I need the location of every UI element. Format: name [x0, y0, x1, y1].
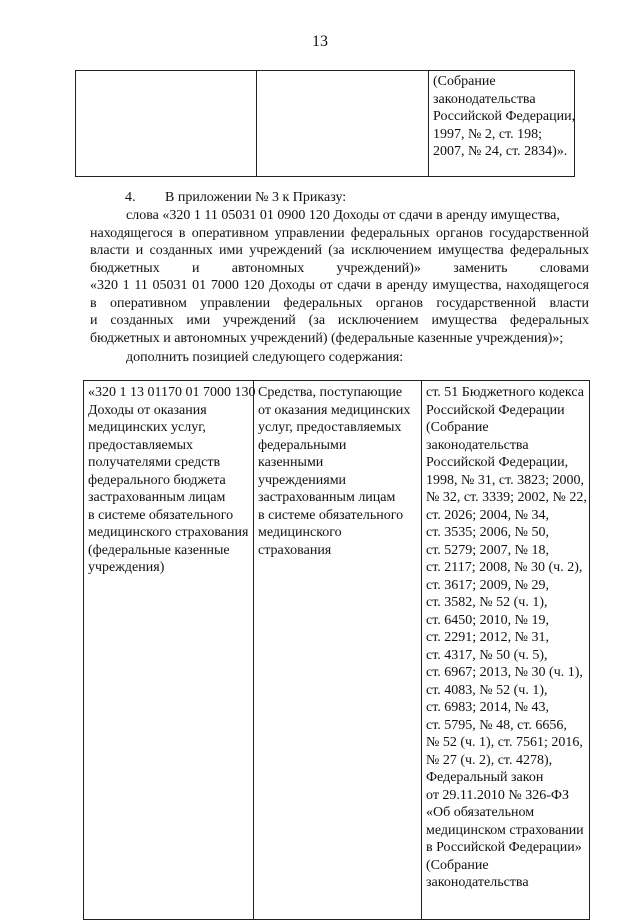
cell-line: № 52 (ч. 1), ст. 7561; 2016, [426, 735, 583, 750]
cell-line: 1997, № 2, ст. 198; [433, 126, 543, 142]
cell-line: законодательства [433, 91, 536, 107]
cell-line: ст. 2291; 2012, № 31, [426, 630, 550, 645]
cell-line: медицинского [258, 525, 342, 540]
table-cell-col3 [429, 71, 575, 177]
cell-line: предоставляемых [88, 437, 194, 453]
cell-line: ст. 6450; 2010, № 19, [426, 612, 550, 628]
item-4-heading: В приложении № 3 к Приказу: [165, 190, 347, 205]
cell-line: ст. 3617; 2009, № 29, [426, 577, 550, 593]
body-line: «320 1 11 05031 01 7000 120 Доходы от сдачи в аренду имущества, находящегося [90, 278, 589, 293]
body-line: бюджетных и автономных учреждений) (федеральные казенные учреждения)»; [90, 330, 564, 346]
cell-line: «320 1 13 01170 01 7000 130 [88, 385, 256, 400]
cell-line: медицинском страховании [426, 822, 584, 838]
page-number: 13 [312, 33, 328, 50]
cell-line: 2007, № 24, ст. 2834)». [433, 144, 568, 159]
cell-line: федерального бюджета [88, 472, 226, 488]
cell-line: ст. 6967; 2013, № 30 (ч. 1), [426, 665, 583, 680]
cell-line: Российской Федерации, [426, 455, 569, 470]
body-line: слова «320 1 11 05031 01 0900 120 Доходы от сдачи в аренду имущества, [126, 208, 560, 223]
item-4-number: 4. [125, 190, 136, 205]
cell-line: Российской Федерации, [433, 109, 576, 124]
cell-line: медицинских услуг, [88, 420, 206, 435]
supplement-text: дополнить позицией следующего содержания: [126, 350, 404, 365]
cell-line: ст. 5279; 2007, № 18, [426, 542, 550, 558]
cell-line: ст. 4083, № 52 (ч. 1), [426, 682, 548, 698]
cell-line: ст. 2026; 2004, № 34, [426, 507, 550, 523]
cell-line: в системе обязательного [258, 507, 404, 523]
table-cell-col2 [257, 71, 429, 177]
cell-line: от 29.11.2010 № 326-ФЗ [426, 787, 570, 803]
cell-line: ст. 3535; 2006, № 50, [426, 525, 550, 540]
cell-line: казенными [258, 455, 324, 470]
cell-line: 1998, № 31, ст. 3823; 2000, [426, 472, 585, 488]
cell-line: учреждениями [258, 472, 347, 488]
cell-line: (Собрание [426, 420, 489, 435]
cell-line: законодательства [426, 875, 529, 890]
cell-line: медицинского страхования [88, 525, 249, 540]
cell-line: ст. 51 Бюджетного кодекса [426, 385, 584, 400]
cell-line: страхования [258, 542, 332, 558]
cell-line: ст. 3582, № 52 (ч. 1), [426, 595, 548, 610]
table-cell-col1 [76, 71, 257, 177]
cell-line: ст. 5795, № 48, ст. 6656, [426, 717, 567, 733]
table-cell-description [254, 381, 422, 920]
cell-line: «Об обязательном [426, 805, 535, 820]
body-line: в оперативном управлении федеральных органов государственной власти [90, 295, 589, 311]
cell-line: ст. 2117; 2008, № 30 (ч. 2), [426, 560, 583, 575]
cell-line: Российской Федерации [426, 402, 565, 418]
item-4-body [90, 207, 589, 347]
cell-line: ст. 6983; 2014, № 43, [426, 700, 550, 715]
cell-line: (федеральные казенные [88, 542, 230, 558]
table-cell-code [84, 381, 254, 920]
cell-line: в системе обязательного [88, 507, 234, 523]
cell-line: получателями средств [88, 455, 221, 470]
cell-line: застрахованным лицам [88, 490, 226, 505]
cell-line: № 32, ст. 3339; 2002, № 22, [426, 490, 587, 505]
table-row [84, 381, 590, 920]
cell-line: Федеральный закон [426, 770, 544, 785]
body-line: и созданных ими учреждений (за исключением имущества федеральных [90, 313, 589, 328]
body-line: находящегося в оперативном управлении федеральных органов государственной [90, 225, 589, 241]
cell-line: (Собрание [433, 74, 496, 89]
table-row [76, 71, 575, 177]
cell-line: застрахованным лицам [258, 490, 396, 505]
body-line: власти и созданных ими учреждений (за исключением имущества федеральных [90, 243, 589, 258]
cell-line: ст. 4317, № 50 (ч. 5), [426, 647, 548, 663]
cell-line: в Российской Федерации» [426, 840, 582, 855]
cell-line: № 27 (ч. 2), ст. 4278), [426, 752, 553, 768]
cell-line: учреждения) [88, 560, 165, 575]
cell-line: законодательства [426, 437, 529, 453]
cell-line: Доходы от оказания [88, 402, 207, 418]
cell-line: федеральными [258, 437, 347, 453]
cell-line: от оказания медицинских [258, 402, 411, 418]
cell-line: услуг, предоставляемых [258, 420, 402, 435]
cell-line: Средства, поступающие [258, 385, 403, 400]
top-table [75, 70, 575, 177]
main-table [83, 380, 590, 920]
cell-line: (Собрание [426, 857, 489, 873]
table-cell-legal-basis [422, 381, 590, 920]
body-line: бюджетных и автономных учреждений)» заменить словами [90, 260, 589, 276]
